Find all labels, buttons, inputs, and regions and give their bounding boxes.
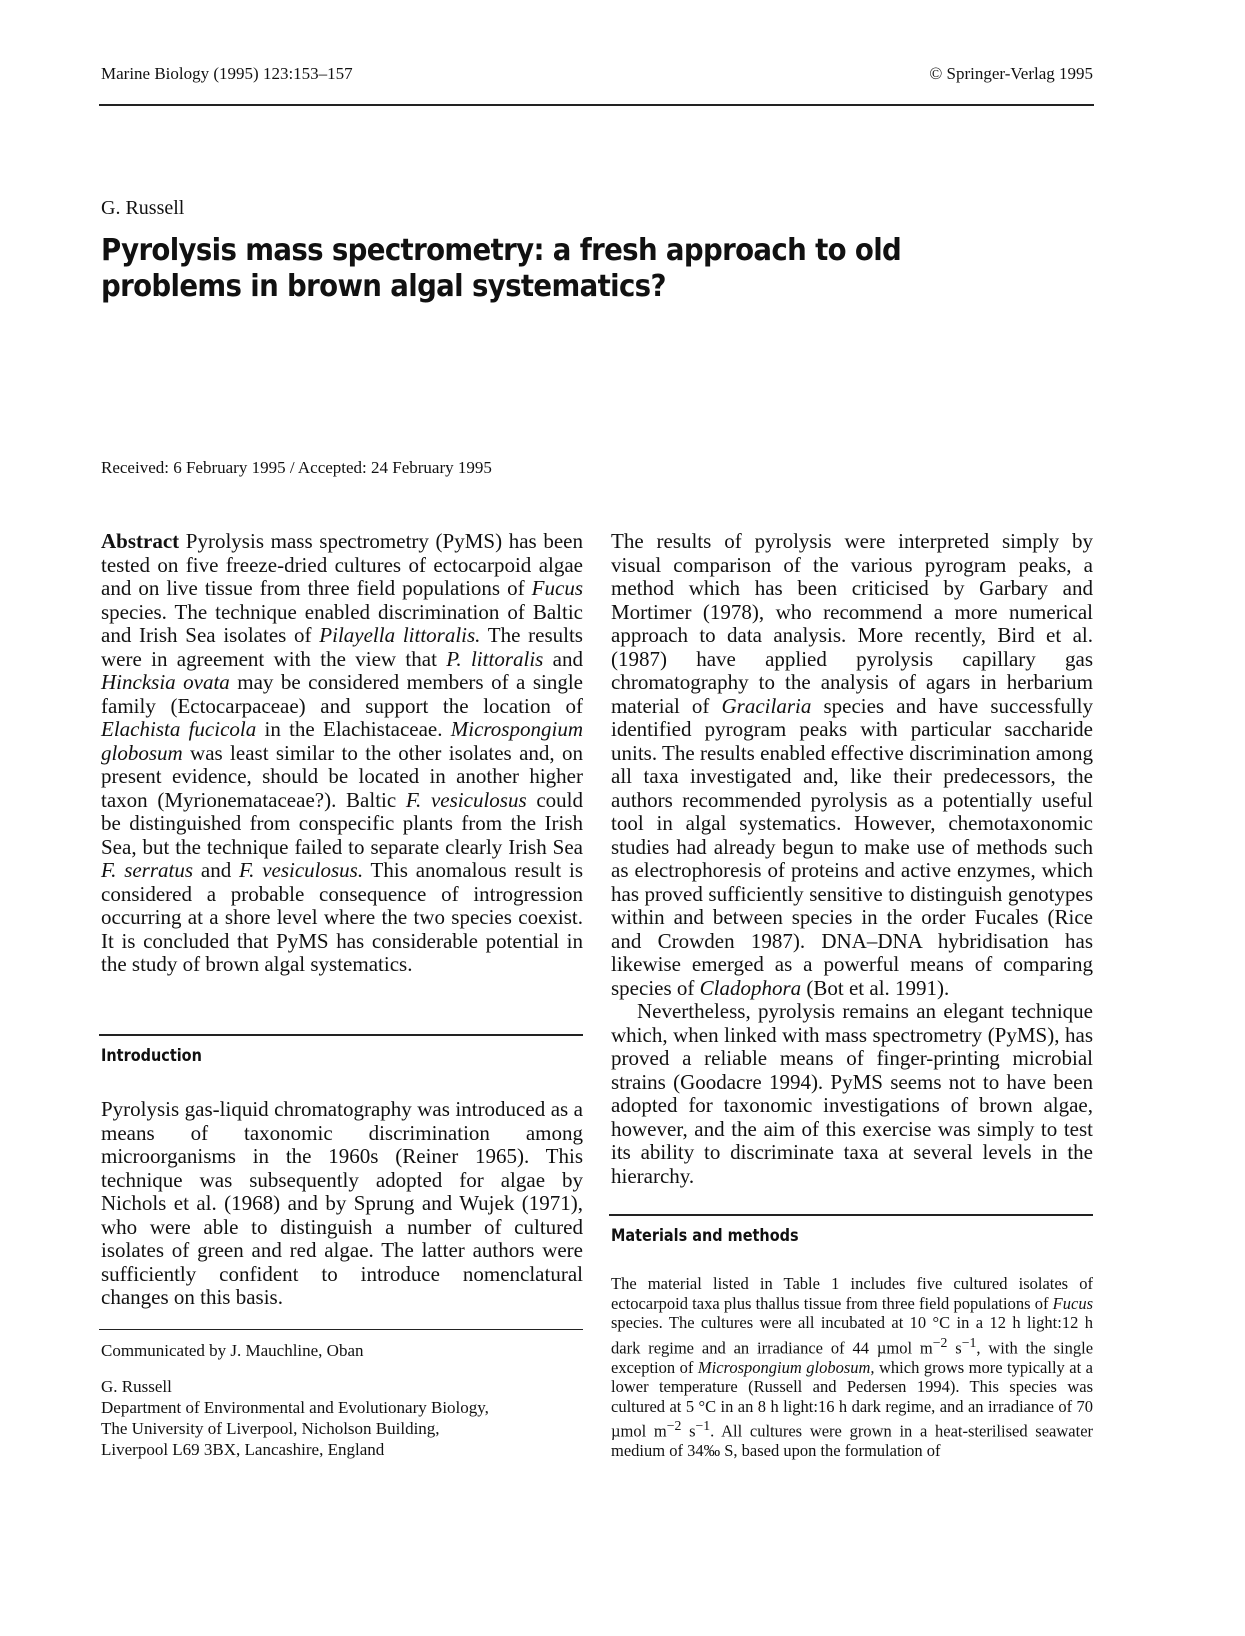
communicated-by: Communicated by J. Mauchline, Oban — [101, 1341, 364, 1360]
intro-continued: The results of pyrolysis were interpreted simply by visual comparison of the various pyrogram peaks, a method which has been criticised by Garbary and Mortimer (1978), who recommend a more numerical approach to data analysis. More recently, Bird et al. (1987) have applied pyrolysis capillary gas chromatography to the analysis of agars in herbarium material of Gracilaria species and have successfully identified pyrogram peaks with particular saccharide units. The results enabled effective discrimination among all taxa investigated and, like their predecessors, the authors recommended pyrolysis as a potentially useful tool in algal systematics. However, chemotaxonomic studies had already begun to make use of methods such as electrophoresis of proteins and active enzymes, which has proved sufficiently sensitive to distinguish genotypes within and between species in the order Fucales (Rice and Crowden 1987). DNA–DNA hybridisation has likewise emerged as a powerful means of comparing species of Cladophora (Bot et al. 1991). Nevertheless, pyrolysis remains an elegant technique which, when linked with mass spectrometry (PyMS), has proved a reliable means of finger-printing microbial strains (Goodacre 1994). PyMS seems not to have been adopted for taxonomic investigations of brown algae, however, and the aim of this exercise was simply to test its ability to discriminate taxa at several levels in the hierarchy. — [611, 529, 1093, 1188]
article-title: Pyrolysis mass spectrometry: a fresh approach to old problems in brown algal systematics? — [101, 233, 902, 304]
introduction-paragraph: Pyrolysis gas-liquid chromatography was introduced as a means of taxonomic discrimination among microorganisms in the 1960s (Reiner 1965). This technique was subsequently adopted for algae by Nichols et al. (1968) and by Sprung and Wujek (1971), who were able to distinguish a number of cultured isolates of green and red algae. The latter authors were sufficiently confident to introduce nomenclatural changes on this basis. — [101, 1097, 583, 1309]
introduction-heading: Introduction — [101, 1046, 202, 1066]
methods-rule — [609, 1214, 1093, 1216]
abstract: Abstract Pyrolysis mass spectrometry (PyMS) has been tested on five freeze-dried cultures of ectocarpoid algae and on live tissue from three field populations of Fucus species. The technique enabled discrimination of Baltic and Irish Sea isolates of Pilayella littoralis. The results were in agreement with the view that P. littoralis and Hincksia ovata may be considered members of a single family (Ectocarpaceae) and support the location of Elachista fucicola in the Elachistaceae. Microspongium globosum was least similar to the other isolates and, on present evidence, should be located in another higher taxon (Myrionemataceae?). Baltic F. vesiculosus could be distinguished from conspecific plants from the Irish Sea, but the technique failed to separate clearly Irish Sea F. serratus and F. vesiculosus. This anomalous result is considered a probable consequence of introgression occurring at a shore level where the two species coexist. It is concluded that PyMS has considerable potential in the study of brown algal systematics. — [101, 529, 584, 976]
journal-citation: Marine Biology (1995) 123:153–157 — [101, 64, 353, 83]
footnote-rule — [99, 1329, 583, 1330]
author-name: G. Russell — [101, 197, 185, 219]
header-rule — [99, 104, 1094, 106]
received-dates: Received: 6 February 1995 / Accepted: 24 February 1995 — [101, 458, 492, 477]
affiliation: G. Russell Department of Environmental and Evolutionary Biology, The University of Liverpool, Nicholson Building, Liverpool L69 3BX, Lancashire, England — [101, 1377, 489, 1459]
abstract-label: Abstract — [101, 529, 180, 553]
methods-heading: Materials and methods — [611, 1226, 799, 1246]
introduction-rule — [99, 1034, 583, 1036]
methods-paragraph: The material listed in Table 1 includes five cultured isolates of ectocarpoid taxa plus thallus tissue from three field populations of Fucus species. The cultures were all incubated at 10 °C in a 12 h light:12 h dark regime and an irradiance of 44 µmol $m^{-2}$ $s^{-1}$, with the single exception of Microspongium globosum, which grows more typically at a lower temperature (Russell and Pedersen 1994). This species was cultured at 5 °C in an 8 h light:16 h dark regime, and an irradiance of 70 µmol $m^{-2}$ $s^{-1}$. All cultures were grown in a heat-sterilised seawater medium of 34‰ S, based upon the formulation of — [611, 1274, 1094, 1460]
copyright-notice: © Springer-Verlag 1995 — [929, 64, 1093, 83]
